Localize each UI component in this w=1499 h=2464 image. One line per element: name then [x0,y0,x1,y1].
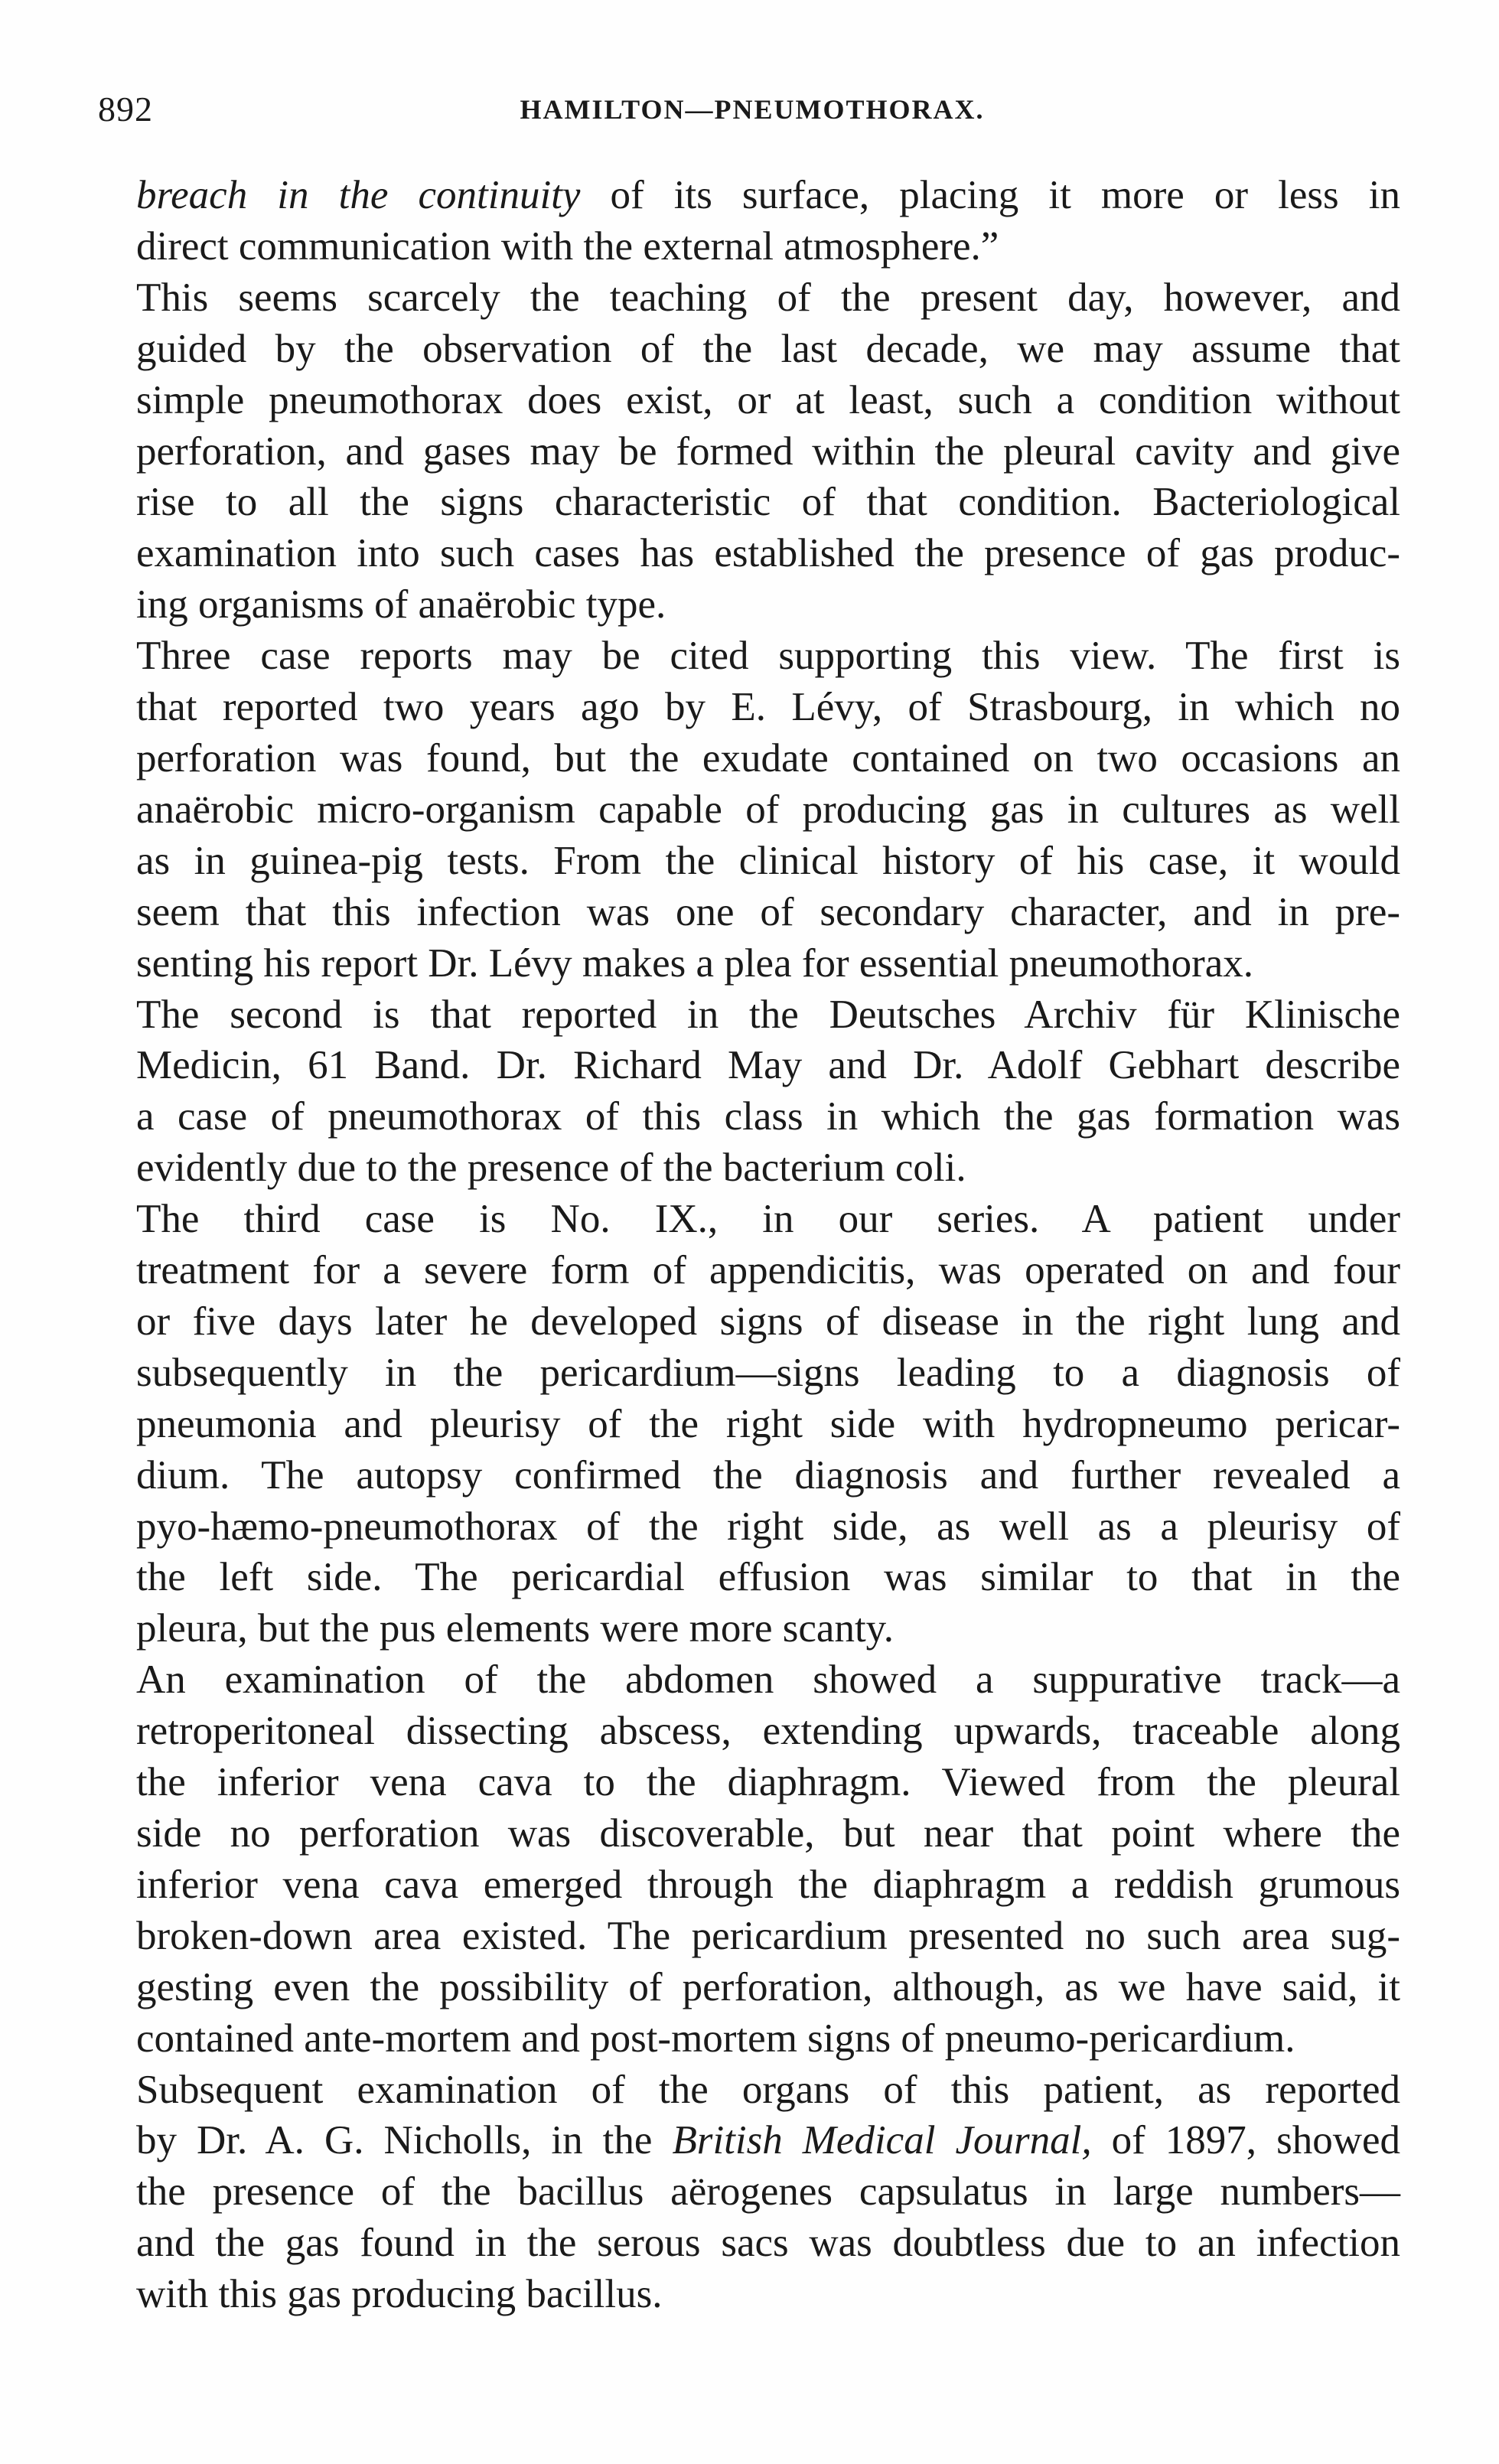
line-text: side no perforation was discoverable, but near that point where the [136,1811,1400,1856]
text-line [136,1962,1400,2013]
text-line [136,2166,1400,2218]
line-text: examination into such cases has established the presence of gas produc- [136,531,1400,576]
journal-title: British Medical Journal, [672,2118,1092,2163]
text-line [136,1757,1400,1808]
line-text: retroperitoneal dissecting abscess, extending upwards, traceable along [136,1709,1400,1754]
line-text: guided by the observation of the last decade, we may assume that [136,326,1400,371]
text-line [136,477,1400,528]
text-line [136,938,1400,989]
text-line [136,2269,1400,2320]
text-line [136,1859,1400,1911]
line-text: or five days later he developed signs of disease in the right lung and [136,1299,1400,1344]
text-line [136,1348,1400,1399]
text-line [136,528,1400,579]
line-text: perforation, and gases may be formed within the pleural cavity and give [136,429,1400,474]
line-text: with this gas producing bacillus. [136,2272,663,2317]
line-text: by Dr. A. G. Nicholls, in the [136,2118,673,2163]
text-line [136,1142,1400,1194]
line-text: the presence of the bacillus aërogenes capsulatus in large numbers— [136,2169,1400,2215]
line-text: as in guinea-pig tests. From the clinical history of his case, it would [136,838,1400,883]
line-text: dium. The autopsy confirmed the diagnosis and further revealed a [136,1452,1400,1498]
line-text: and the gas found in the serous sacs was doubtless due to an infection [136,2221,1400,2266]
line-text: senting his report Dr. Lévy makes a plea for essential pneumothorax. [136,940,1254,986]
text-line [136,1911,1400,1962]
text-line [136,836,1400,887]
text-line [136,1245,1400,1296]
line-text: Three case reports may be cited supporting this view. The first is [136,634,1400,679]
text-line [136,2218,1400,2269]
line-text: ing organisms of anaërobic type. [136,582,666,627]
text-line [136,2013,1400,2065]
line-text: simple pneumothorax does exist, or at least, such a condition without [136,377,1400,422]
paragraph [136,272,1400,631]
line-text: Medicin, 61 Band. Dr. Richard May and Dr. Adolf Gebhart describe [136,1043,1400,1088]
text-line [136,426,1400,477]
paragraph [136,631,1400,989]
text-line [136,1040,1400,1091]
line-text: broken-down area existed. The pericardium presented no such area sug- [136,1913,1400,1958]
text-line [136,1450,1400,1501]
text-line [136,2115,1400,2166]
text-line [136,375,1400,426]
line-text: evidently due to the presence of the bacterium coli. [136,1146,966,1191]
line-text: a case of pneumothorax of this class in which the gas formation was [136,1094,1400,1139]
line-text: An examination of the abdomen showed a suppurative track—a [136,1657,1400,1703]
line-text: of its surface, placing it more or less in [580,173,1400,217]
text-line [136,1706,1400,1757]
line-text: pneumonia and pleurisy of the right side with hydropneumo pericar- [136,1401,1400,1446]
text-line [136,989,1400,1041]
line-text: Subsequent examination of the organs of this patient, as reported [136,2067,1400,2112]
text-line [136,272,1400,324]
text-line [136,1091,1400,1142]
text-line [136,2065,1400,2116]
paragraph [136,1194,1400,1654]
paragraph [136,170,1400,272]
text-line [136,1603,1400,1654]
text-line [136,1552,1400,1603]
line-text: contained ante-mortem and post-mortem signs of pneumo-pericardium. [136,2016,1295,2061]
line-text: anaërobic micro-organism capable of producing gas in cultures as well [136,787,1400,832]
line-text: rise to all the signs characteristic of that condition. Bacteriological [136,480,1400,525]
line-text: direct communication with the external atmosphere.” [136,223,999,269]
line-text: pleura, but the pus elements were more scanty. [136,1606,894,1651]
line-text: subsequently in the pericardium—signs leading to a diagnosis of [136,1350,1400,1395]
paragraph [136,1654,1400,2064]
text-line [136,682,1400,733]
running-head [98,83,1406,136]
text-line [136,579,1400,631]
text-line [136,1808,1400,1859]
text-line [136,1654,1400,1706]
text-line [136,887,1400,938]
text-line [136,1501,1400,1553]
italic-phrase: breach in the continuity [136,173,581,217]
line-text: The third case is No. IX., in our series. A patient under [136,1197,1400,1242]
text-line [136,1296,1400,1348]
line-text: pyo-hæmo-pneumothorax of the right side, as well as a pleurisy of [136,1504,1400,1549]
line-text: gesting even the possibility of perforation, although, as we have said, it [136,1964,1400,2009]
line-text: that reported two years ago by E. Lévy, of Strasbourg, in which no [136,685,1400,730]
line-text: The second is that reported in the Deutsches Archiv für Klinische [136,992,1400,1037]
line-text: perforation was found, but the exudate contained on two occasions an [136,735,1400,781]
line-text: treatment for a severe form of appendicitis, was operated on and four [136,1248,1400,1293]
line-text: seem that this infection was one of secondary character, and in pre- [136,889,1400,934]
text-line [136,324,1400,375]
line-text: the inferior vena cava to the diaphragm. Viewed from the pleural [136,1760,1400,1805]
page-number: 892 [98,90,153,129]
paragraph [136,989,1400,1195]
text-line [136,221,1400,272]
line-text: of 1897, showed [1091,2118,1400,2163]
text-line [136,1399,1400,1450]
line-text: the left side. The pericardial effusion was similar to that in the [136,1555,1400,1600]
text-line [136,784,1400,836]
text-line [136,631,1400,682]
text-line [136,170,1400,221]
line-text: inferior vena cava emerged through the diaphragm a reddish grumous [136,1862,1400,1907]
body-text [136,170,1400,2320]
line-text: This seems scarcely the teaching of the present day, however, and [136,275,1400,320]
paragraph [136,2065,1400,2321]
text-line [136,733,1400,784]
text-line [136,1194,1400,1245]
running-title: HAMILTON—PNEUMOTHORAX. [520,94,985,125]
